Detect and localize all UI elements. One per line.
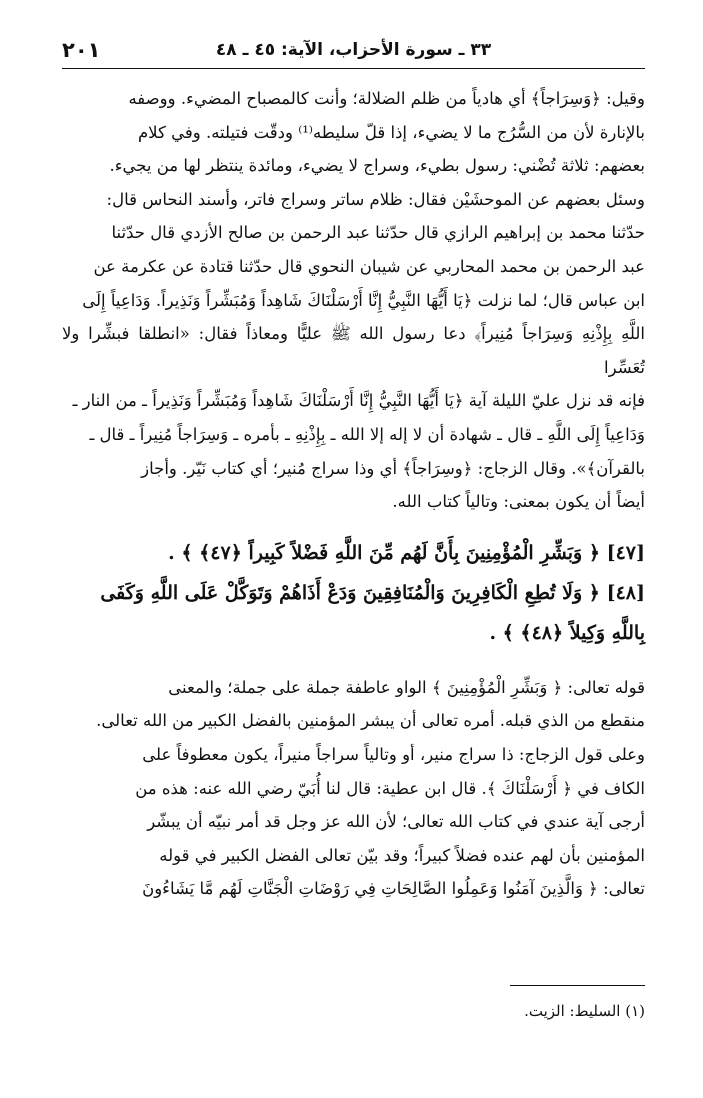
text-line: ابن عباس قال؛ لما نزلت ﴿يَا أَيُّهَا النَّبِيُّ إِنَّا أَرْسَلْنَاكَ شَاهِداً وَمُبَشِّراً وَنَذِيراً. وَدَاعِياً إِلَى <box>82 290 645 310</box>
page-header <box>62 34 645 69</box>
verse-text: ﴿ وَبَشِّرِ الْمُؤْمِنِينَ بِأَنَّ لَهُم مِّنَ اللَّهِ فَضْلاً كَبِيراً ﴿٤٧﴾ ﴾ . <box>168 541 600 564</box>
text-line: فإنه قد نزل عليّ الليلة آية ﴿يَا أَيُّهَا النَّبِيُّ إِنَّا أَرْسَلْنَاكَ شَاهِداً وَمُبَشِّراً وَنَذِيراً ـ من النار ـ <box>72 391 645 411</box>
text-line: بعضهم: ثلاثة تُضْني: رسول بطيء، وسراج لا يضيء، ومائدة ينتظر لها من يجيء. <box>109 156 645 176</box>
tafsir-paragraph <box>62 671 645 906</box>
text-line: وَدَاعِياً إِلَى اللَّهِ ـ قال ـ شهادة أن لا إله إلا الله ـ بِإِذْنِهِ ـ بأمره ـ وَسِرَاجاً مُنِيراً ـ قال ـ <box>89 424 645 444</box>
text-line: منقطع من الذي قبله. أمره تعالى أن يبشر المؤمنين بالفضل الكبير من الله تعالى. <box>96 711 645 731</box>
verse-number: [٤٨] <box>606 581 645 604</box>
text-line: وعلى قول الزجاج: ذا سراج منير، أو وتالياً سراجاً منيراً، يكون معطوفاً على <box>142 744 645 764</box>
text-line: عبد الرحمن بن محمد المحاربي عن شيبان النحوي قال حدّثنا قتادة عن عكرمة عن <box>93 256 645 276</box>
main-text <box>62 82 645 906</box>
footnote: (١) السليط: الزيت. <box>524 1002 645 1020</box>
text-line: وسئل بعضهم عن الموحشَيْن فقال: ظلام ساتر وسراج فاتر، وأسند النحاس قال: <box>106 189 645 209</box>
text-line: أرجى آية عندي في كتاب الله تعالى؛ لأن الله عز وجل قد أمر نبيّه أن يبشّر <box>147 812 645 832</box>
text-line: حدّثنا محمد بن إبراهيم الرازي قال حدّثنا عبد الرحمن بن صالح الأزدي قال حدّثنا <box>111 223 645 243</box>
verse-text: ﴿ وَلَا تُطِعِ الْكَافِرِينَ وَالْمُنَافِقِينَ وَدَعْ أَذَاهُمْ وَتَوَكَّلْ عَلَى اللَّهِ وَكَفَى بِاللَّهِ وَكِيلاً ﴿٤٨﴾ ﴾ . <box>100 581 645 644</box>
text-line: اللَّهِ بِإِذْنِهِ وَسِرَاجاً مُنِيراً﴾ دعا رسول الله ﷺ عليًّا ومعاذاً فقال: «انطلقا فبشِّرا ولا تُعَسِّرا <box>62 324 645 377</box>
text-line: الكاف في ﴿ أَرْسَلْنَاكَ ﴾. قال ابن عطية: قال لنا أُبَيّ رضي الله عنه: هذه من <box>135 778 645 798</box>
text-line: بالإنارة لأن من السُّرُج ما لا يضيء، إذا قلّ سليطه⁽¹⁾ ودقّت فتيلته. وفي كلام <box>137 122 645 142</box>
verse-number: [٤٧] <box>606 541 645 564</box>
footnote-divider <box>510 985 645 986</box>
commentary-paragraph <box>62 82 645 519</box>
text-line: بالقرآن﴾». وقال الزجاج: ﴿وسِرَاجاً﴾ أي وذا سراج مُنير؛ أي كتاب نَيّر. وأجاز <box>141 458 645 478</box>
text-line: أيضاً أن يكون بمعنى: وتالياً كتاب الله. <box>392 492 645 512</box>
verse-47 <box>62 533 645 573</box>
page-number: ٢٠١ <box>62 38 101 62</box>
text-line: قوله تعالى: ﴿ وَبَشِّرِ الْمُؤْمِنِينَ ﴾ الواو عاطفة جملة على جملة؛ والمعنى <box>168 677 645 697</box>
running-title: ٣٣ ـ سورة الأحزاب، الآية: ٤٥ ـ ٤٨ <box>215 40 492 60</box>
verse-48 <box>62 573 645 653</box>
text-line: المؤمنين بأن لهم عنده فضلاً كبيراً؛ وقد بيّن تعالى الفضل الكبير في قوله <box>159 845 645 865</box>
text-line: وقيل: ﴿وَسِرَاجاً﴾ أي هادياً من ظلم الضلالة؛ وأنت كالمصباح المضيء. ووصفه <box>128 89 645 108</box>
quran-verses <box>62 533 645 653</box>
text-line: تعالى: ﴿ وَالَّذِينَ آمَنُوا وَعَمِلُوا الصَّالِحَاتِ فِي رَوْضَاتِ الْجَنَّاتِ لَهُم مَّا يَشَاءُونَ <box>142 879 645 899</box>
